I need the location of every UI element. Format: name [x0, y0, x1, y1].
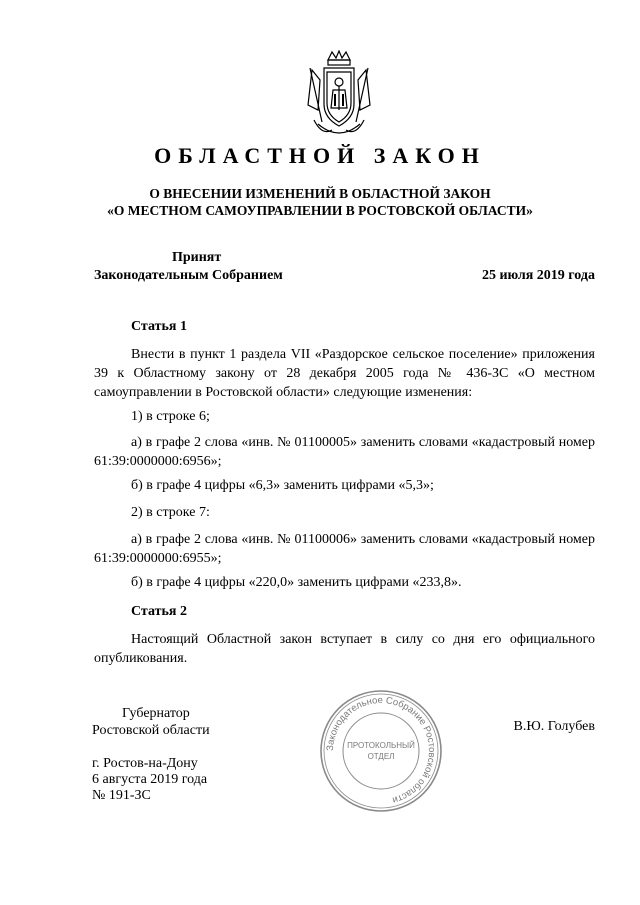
article-1-heading: Статья 1 — [131, 319, 187, 334]
governor-title: Губернатор — [122, 706, 190, 721]
article-1-item-2: 2) в строке 7: — [131, 505, 210, 520]
document-title: ОБЛАСТНОЙ ЗАКОН — [154, 143, 486, 168]
article-1-item-1b: б) в графе 4 цифры «6,3» заменить цифрами «5,3»; — [131, 478, 434, 493]
stamp-center-line-2: ОТДЕЛ — [367, 752, 395, 761]
stamp-center-line-1: ПРОТОКОЛЬНЫЙ — [347, 741, 415, 750]
document-subtitle-line-1: О ВНЕСЕНИИ ИЗМЕНЕНИЙ В ОБЛАСТНОЙ ЗАКОН — [149, 186, 491, 201]
governor-region: Ростовской области — [92, 723, 210, 738]
coat-of-arms-icon — [300, 50, 378, 142]
article-1-intro: Внести в пункт 1 раздела VII «Раздорское сельское поселение» приложения 39 к Областному закону от 28 декабря 2005 года № 436-ЗС «О местном самоуправлении в Ростовской области» следующие изменения: — [94, 347, 595, 400]
signing-city: г. Ростов-на-Дону — [92, 756, 198, 771]
accepted-by: Законодательным Собранием — [94, 268, 283, 283]
accepted-label: Принят — [172, 250, 222, 265]
official-stamp — [318, 688, 444, 814]
signing-date: 6 августа 2019 года — [92, 772, 208, 787]
article-2-heading: Статья 2 — [131, 604, 187, 619]
document-subtitle-line-2: «О МЕСТНОМ САМОУПРАВЛЕНИИ В РОСТОВСКОЙ ОБЛАСТИ» — [107, 203, 533, 218]
article-1-item-1: 1) в строке 6; — [131, 409, 210, 424]
law-number: № 191-ЗС — [92, 788, 151, 803]
article-1-item-2b: б) в графе 4 цифры «220,0» заменить цифрами «233,8». — [131, 575, 462, 590]
article-2-text: Настоящий Областной закон вступает в силу со дня его официального опубликования. — [94, 632, 595, 666]
stamp-ring-text: Законодательное Собрание Ростовской области — [324, 694, 438, 806]
article-1-item-2a: а) в графе 2 слова «инв. № 01100006» заменить словами «кадастровый номер 61:39:0000000:6955»; — [94, 532, 595, 566]
accepted-date: 25 июля 2019 года — [481, 268, 595, 283]
governor-name: В.Ю. Голубев — [513, 719, 595, 734]
article-1-item-1a: а) в графе 2 слова «инв. № 01100005» заменить словами «кадастровый номер 61:39:0000000:6956»; — [94, 435, 595, 469]
